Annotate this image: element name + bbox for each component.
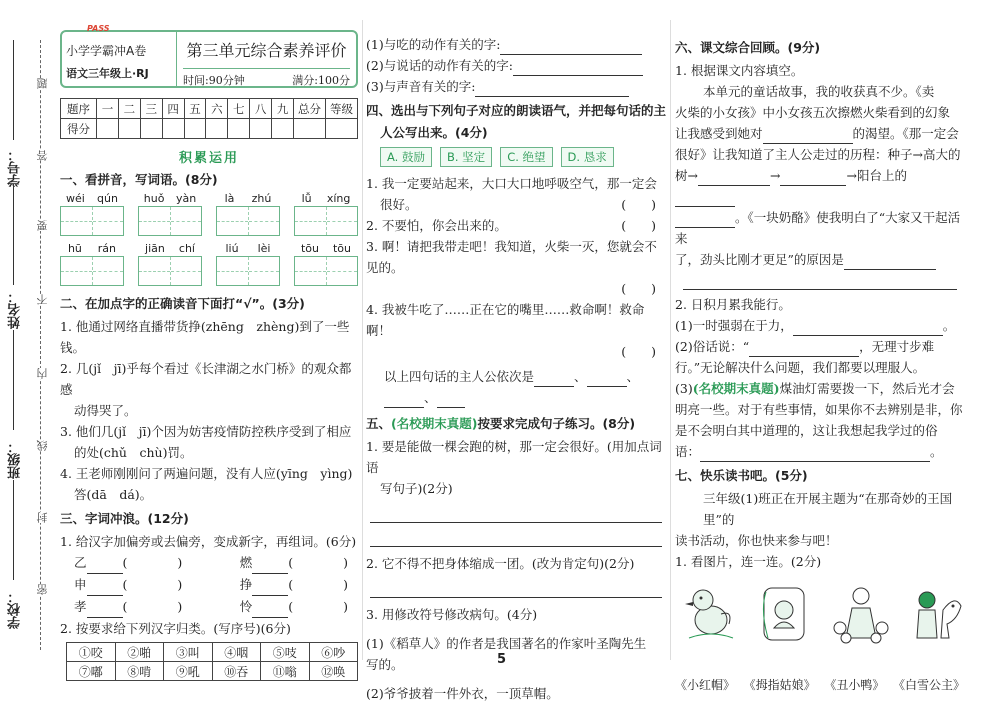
seal-line: [40, 40, 41, 650]
book-title-1[interactable]: 《小红帽》: [675, 678, 736, 692]
option-c: C. 绝望: [500, 147, 552, 167]
answer-blank[interactable]: [780, 172, 846, 186]
question-line: 1. 根据课文内容填空。: [675, 63, 804, 78]
question-line: 动得哭了。: [74, 403, 137, 418]
pinyin-item: [138, 242, 202, 286]
category-line: [366, 55, 666, 76]
section-banner: 积累运用: [178, 151, 239, 166]
char-cell: ①咬: [67, 643, 116, 662]
option-b: B. 坚定: [440, 147, 492, 167]
answer-blank[interactable]: [698, 172, 770, 186]
char-pair-row: 乙 ( ) 燃 ( ): [60, 552, 358, 574]
seal-char: 密: [36, 584, 49, 595]
score-cell[interactable]: [228, 119, 250, 139]
answer-blank[interactable]: [513, 62, 643, 76]
question-line: [366, 278, 666, 299]
passage-line: 树→ → →阳台上的: [675, 165, 965, 207]
time-limit: 时间:90分钟: [183, 74, 245, 87]
score-cell[interactable]: [140, 119, 162, 139]
answer-blank[interactable]: [675, 193, 735, 207]
exam-title: 第三单元综合素养评价: [186, 41, 347, 60]
pinyin: liú: [225, 242, 239, 255]
answer-line[interactable]: [370, 523, 662, 547]
question-line: 的处(chǔ chù)罚。: [74, 445, 193, 460]
column-divider: [362, 20, 363, 660]
answer-blank[interactable]: [534, 373, 574, 387]
column-divider: [670, 20, 671, 660]
section-4-title-cont: 人公写出来。(4分): [380, 125, 488, 140]
question-line: 4. 王老师刚刚问了两遍问题，没有人应(yīng yìng): [60, 466, 353, 481]
pinyin-item: [138, 192, 202, 236]
char: 乙: [74, 555, 87, 570]
answer-line[interactable]: [683, 270, 957, 290]
seal-char: 线: [36, 440, 49, 451]
answer-blank[interactable]: [87, 560, 123, 574]
writing-grid[interactable]: [60, 256, 124, 286]
name-field[interactable]: [13, 185, 14, 285]
question-text: 煤油灯需要拨一下，然后光才会: [779, 381, 955, 396]
char-cell: ⑫唤: [309, 662, 358, 681]
class-label: 班级：: [8, 440, 23, 479]
score-header-cell: 三: [140, 99, 162, 119]
char-cell: ⑨吼: [164, 662, 213, 681]
char-cell: ④咽: [212, 643, 261, 662]
passage-text: 树→: [675, 168, 698, 183]
question-line: 2. 按要求给下列汉字归类。(写序号)(6分): [60, 621, 291, 636]
question-text: (2)俗话说：“: [675, 339, 750, 354]
answer-blank[interactable]: [500, 41, 642, 55]
score-header-cell: 七: [228, 99, 250, 119]
red-riding-hood-picture[interactable]: [907, 580, 965, 648]
answer-blank[interactable]: [437, 394, 465, 408]
char: 孝: [74, 599, 87, 614]
char-cell: ⑤吱: [261, 643, 310, 662]
char: 燃: [239, 555, 253, 570]
char-cell: ⑧啃: [115, 662, 164, 681]
pinyin-item: [294, 242, 358, 286]
school-field[interactable]: [13, 480, 14, 580]
question-line: 明亮一些。对于有些事情，如果你不去辨别是非，你: [675, 402, 963, 417]
question-line: 4. 我被牛吃了……正在它的嘴里……救命啊！救命啊！: [366, 302, 645, 338]
question-line: 语： 。: [675, 441, 965, 462]
pinyin: qún: [96, 192, 118, 205]
answer-blank[interactable]: [252, 582, 288, 596]
passage-line: [675, 207, 965, 249]
score-header-cell: 二: [118, 99, 140, 119]
series-name: 小学学霸冲A卷: [66, 44, 147, 58]
score-cell[interactable]: [162, 119, 184, 139]
char-cell: ⑦嘟: [67, 662, 116, 681]
char-cell: ③叫: [164, 643, 213, 662]
pinyin: jiān: [145, 242, 165, 255]
passage-text: →阳台上的: [846, 168, 907, 183]
name-label: 姓名：: [8, 290, 23, 329]
score-cell[interactable]: [250, 119, 272, 139]
grade-label: 语文三年级上·RJ: [66, 67, 149, 80]
seal-char: 内: [36, 368, 49, 379]
question-line: (2)爷爷披着一件外衣，一顶草帽。: [366, 686, 559, 701]
question-line: 行。”无论解决什么问题，我们都要以理服人。: [675, 360, 926, 375]
school-label: 学校：: [8, 590, 23, 629]
passage-line: 本单元的童话故事，我的收获真不少。《卖: [703, 84, 935, 99]
question-line: 1. 要是能做一棵会跑的树，那一定会很好。(用加点词语: [366, 439, 662, 475]
question-line: 1. 给汉字加偏旁或去偏旁，变成新字，再组词。(6分): [60, 534, 357, 549]
question-text: 语：: [675, 444, 701, 459]
answer-blank[interactable]: [87, 582, 123, 596]
answer-blank[interactable]: [749, 343, 859, 357]
writing-grid[interactable]: [138, 206, 202, 236]
binding-strip: [0, 0, 58, 692]
pass-badge: PASS: [87, 24, 110, 33]
answer-blank[interactable]: [384, 394, 424, 408]
pinyin-row: [60, 242, 358, 286]
score-header-cell: 总分: [294, 99, 326, 119]
answer-paren[interactable]: ( ): [621, 344, 656, 359]
writing-grid[interactable]: [294, 256, 358, 286]
section-6-title: 六、课文综合回顾。(9分): [675, 40, 821, 55]
score-header-cell: 题序: [61, 99, 97, 119]
section-3-title: 三、字词冲浪。(12分): [60, 511, 189, 526]
score-header-cell: 五: [184, 99, 206, 119]
option-a: A. 鼓励: [380, 147, 432, 167]
answer-paren[interactable]: ( ): [621, 218, 656, 233]
category-label: (1)与吃的动作有关的字:: [366, 37, 501, 52]
chars-table: [66, 642, 358, 681]
column-1: [60, 24, 358, 681]
section-2-title: 二、在加点字的正确读音下面打“√”。(3分): [60, 296, 305, 311]
pinyin: huǒ: [143, 192, 165, 205]
passage-text: 的渴望。《那一定会: [852, 126, 959, 141]
pinyin-item: [216, 192, 280, 236]
question-line: [366, 341, 666, 362]
char-cell: ⑥吵: [309, 643, 358, 662]
snow-white-picture[interactable]: [832, 580, 890, 648]
exam-header: [60, 24, 358, 88]
score-row-label: 得分: [61, 119, 97, 139]
answer-blank[interactable]: [675, 214, 735, 228]
class-field[interactable]: [13, 330, 14, 430]
passage-text: 。《一块奶酪》使我明白了“大家又干起活来: [675, 210, 961, 246]
category-line: [366, 34, 666, 55]
seal-char: 要: [36, 220, 49, 231]
book-title-4[interactable]: 《白雪公主》: [892, 678, 965, 692]
category-label: (3)与声音有关的字:: [366, 79, 476, 94]
question-text: 很好。: [380, 197, 418, 212]
char-pair-row: 孝 ( ) 怜 ( ): [60, 596, 358, 618]
question-line: [675, 336, 965, 357]
char: 怜: [239, 599, 253, 614]
pinyin: xíng: [326, 192, 351, 205]
score-table: [60, 98, 358, 139]
answer-blank[interactable]: [475, 83, 629, 97]
duckling-picture[interactable]: [681, 580, 739, 648]
pinyin: lèi: [257, 242, 271, 255]
question-line: 答(dā dá)。: [74, 487, 153, 502]
seal-char: 不: [36, 294, 49, 305]
summary-text: 以上四句话的主人公依次是: [384, 369, 535, 384]
story-pictures: [681, 580, 965, 660]
section-number: 五、: [366, 416, 392, 431]
pinyin: tōu: [332, 242, 351, 255]
score-header-cell: 一: [97, 99, 119, 119]
char: 申: [74, 577, 87, 592]
question-line: [366, 194, 666, 215]
question-line: 2. 它不得不把身体缩成一团。(改为肯定句)(2分): [366, 556, 635, 571]
answer-line[interactable]: [370, 574, 662, 598]
question-line: 1. 看图片，连一连。(2分): [675, 554, 822, 569]
passage-text: 了，劲头比刚才更足”的原因是: [675, 252, 844, 267]
writing-grid[interactable]: [60, 206, 124, 236]
seal-char: 题: [36, 78, 49, 89]
summary-line: 以上四句话的主人公依次是 、 、、: [366, 366, 666, 408]
pinyin: là: [224, 192, 235, 205]
category-label: (2)与说话的动作有关的字:: [366, 58, 513, 73]
question-line: [366, 215, 666, 236]
section-4-title: 四、选出与下列句子对应的朗读语气，并把每句话的主: [366, 103, 667, 118]
book-title-2[interactable]: 《拇指姑娘》: [743, 678, 816, 692]
writing-grid[interactable]: [216, 206, 280, 236]
char: 挣: [239, 577, 253, 592]
char-cell: ⑪嗡: [261, 662, 310, 681]
seal-char: 封: [36, 512, 49, 523]
passage-line: 读书活动，你也快来参与吧！: [675, 533, 838, 548]
column-2: [366, 34, 666, 704]
char-cell: ②啪: [115, 643, 164, 662]
passage-line: [675, 123, 965, 144]
seal-char: 答: [36, 150, 49, 161]
question-line: 3. 他们几(jǐ jī)个因为妨害疫情防控秩序受到了相应: [60, 424, 352, 439]
score-header-cell: 九: [272, 99, 294, 119]
char-pair-row: 申 ( ) 挣 ( ): [60, 574, 358, 596]
writing-grid[interactable]: [138, 256, 202, 286]
question-text: (1)一时强弱在于力，: [675, 318, 793, 333]
pinyin: wéi: [66, 192, 85, 205]
thumbelina-picture[interactable]: [756, 580, 814, 648]
question-line: 1. 我一定要站起来，大口大口地呼吸空气，那一定会: [366, 176, 657, 191]
answer-blank[interactable]: [252, 604, 288, 618]
pinyin: rán: [97, 242, 117, 255]
passage-line: 火柴的小女孩》中小女孩五次擦燃火柴看到的幻象: [675, 105, 951, 120]
char-cell: ⑩吞: [212, 662, 261, 681]
tone-options: [380, 147, 666, 167]
question-line: 写的。: [366, 657, 404, 672]
section-title-text: 按要求完成句子练习。(8分): [477, 416, 636, 431]
pinyin-item: [294, 192, 358, 236]
book-title-3[interactable]: 《丑小鸭》: [824, 678, 885, 692]
question-line: (1)一时强弱在于力， 。: [675, 315, 965, 336]
question-text: 2. 不要怕，你会出来的。: [366, 218, 507, 233]
exam-tag: (名校期末真题): [391, 416, 478, 431]
pinyin: lǚ: [301, 192, 312, 205]
score-header-cell: 等级: [326, 99, 358, 119]
pinyin: tōu: [300, 242, 319, 255]
question-line: 是不会明白其中道理的，这让我想起我学过的俗: [675, 423, 938, 438]
score-cell[interactable]: [294, 119, 326, 139]
question-line: 3. 用修改符号修改病句。(4分): [366, 607, 538, 622]
writing-grid[interactable]: [216, 256, 280, 286]
passage-line: [675, 249, 965, 270]
column-3: [675, 34, 965, 693]
section-1-title: 一、看拼音，写词语。(8分): [60, 172, 218, 187]
section-5-title: [366, 414, 666, 432]
category-line: [366, 76, 666, 97]
passage-line: 很好》让我知道了主人公走过的历程：种子→高大的: [675, 147, 961, 162]
pinyin: zhú: [251, 192, 272, 205]
answer-blank[interactable]: [252, 560, 288, 574]
passage-text: 让我感受到她对: [675, 126, 763, 141]
pinyin-item: [60, 242, 124, 286]
writing-grid[interactable]: [294, 206, 358, 236]
score-header-cell: 四: [162, 99, 184, 119]
pinyin: yàn: [175, 192, 197, 205]
answer-blank[interactable]: [87, 604, 123, 618]
score-cell[interactable]: [184, 119, 206, 139]
exam-tag-text: 名校期末真题: [698, 381, 774, 396]
question-line: 2. 几(jǐ jī)乎每个看过《长津湖之水门桥》的观众都感: [60, 361, 352, 397]
score-cell[interactable]: [118, 119, 140, 139]
id-field[interactable]: [13, 40, 14, 140]
option-d: D. 恳求: [561, 147, 614, 167]
question-line: 3. 啊！请把我带走吧！我知道，火柴一灭，您就会不见的。: [366, 239, 657, 275]
answer-line[interactable]: [370, 499, 662, 523]
answer-blank[interactable]: [587, 373, 627, 387]
score-header-cell: 八: [250, 99, 272, 119]
pinyin-item: [216, 242, 280, 286]
score-cell[interactable]: [272, 119, 294, 139]
score-header-cell: 六: [206, 99, 228, 119]
score-cell[interactable]: [97, 119, 119, 139]
book-titles: [675, 676, 965, 693]
answer-blank[interactable]: [763, 130, 853, 144]
answer-blank[interactable]: [700, 448, 930, 462]
section-7-title: 七、快乐读书吧。(5分): [675, 468, 808, 483]
exam-tag-text: 名校期末真题: [396, 416, 472, 431]
question-text: ，无理寸步难: [859, 339, 935, 354]
id-label: 学号：: [8, 148, 23, 187]
answer-blank[interactable]: [793, 322, 943, 336]
question-line: [675, 378, 965, 399]
pinyin: chí: [178, 242, 195, 255]
question-line: 写句子)(2分): [380, 481, 453, 496]
score-cell[interactable]: [326, 119, 358, 139]
answer-paren[interactable]: ( ): [621, 281, 656, 296]
pinyin-row: [60, 192, 358, 236]
full-score: 满分:100分: [292, 74, 350, 87]
question-line: 2. 日积月累我能行。: [675, 297, 791, 312]
passage-line: 三年级(1)班正在开展主题为“在那奇妙的王国里”的: [703, 491, 953, 527]
question-line: 1. 他通过网络直播带货挣(zhēng zhèng)到了一些钱。: [60, 319, 350, 355]
exam-tag: (名校期末真题): [692, 381, 780, 396]
page-number: 5: [497, 652, 507, 667]
answer-paren[interactable]: ( ): [621, 197, 656, 212]
pinyin-item: [60, 192, 124, 236]
question-line: (1)《稻草人》的作者是我国著名的作家叶圣陶先生: [366, 636, 647, 651]
pinyin: hū: [67, 242, 82, 255]
score-cell[interactable]: [206, 119, 228, 139]
answer-blank[interactable]: [844, 256, 936, 270]
question-text: (3): [675, 381, 693, 396]
